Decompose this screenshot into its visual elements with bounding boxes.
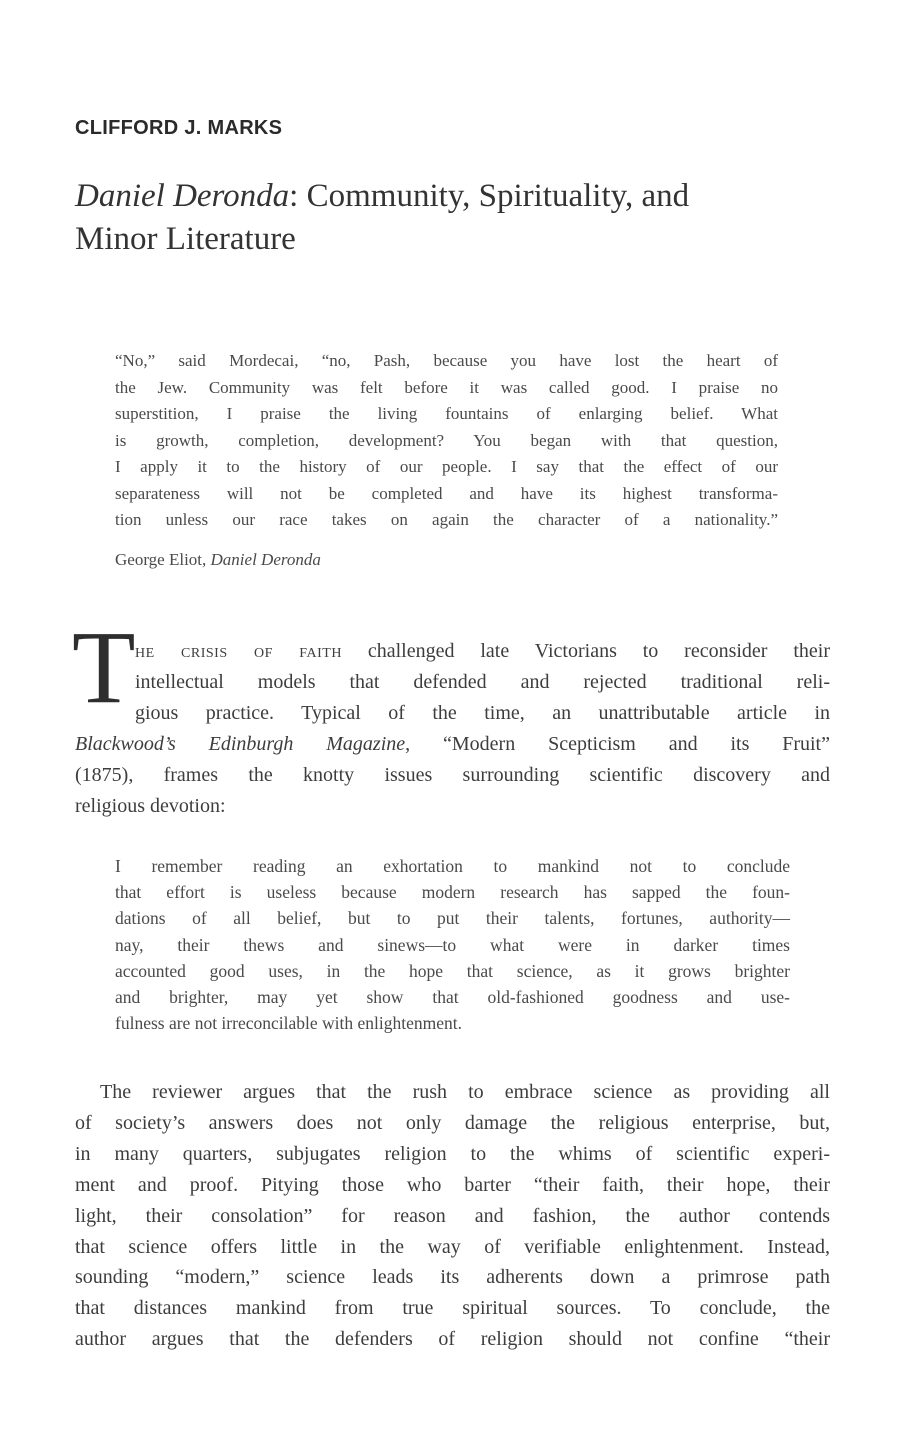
epigraph-line: “No,” said Mordecai, “no, Pash, because you have lost the heart of [115, 351, 778, 370]
text-segment: dations of all belief, but to put their talents, fortunes, authority— [115, 908, 790, 929]
text-segment: ment and proof. Pitying those who barter “their faith, their hope, their [75, 1173, 830, 1196]
epigraph-attribution [115, 550, 321, 570]
text-segment: religious devotion: [75, 795, 226, 817]
text-line [75, 1170, 830, 1201]
text-segment: nay, their thews and sinews—to what were in darker times [115, 934, 790, 955]
text-line [75, 760, 830, 791]
epigraph-line: tion unless our race takes on again the character of a nationality.” [115, 510, 778, 529]
epigraph-line: superstition, I praise the living fountains of enlarging belief. What [115, 404, 778, 423]
text-segment: sounding “modern,” science leads its adherents down a primrose path [75, 1266, 830, 1289]
text-line [115, 879, 790, 905]
text-line [75, 1262, 830, 1293]
text-segment: of society’s answers does not only damage the religious enterprise, but, [75, 1111, 830, 1134]
title-line-1 [75, 175, 835, 218]
text-line [75, 729, 830, 760]
title-italic: Daniel Deronda [75, 178, 290, 214]
text-line [135, 698, 830, 729]
text-segment: accounted good uses, in the hope that science, as it grows brighter [115, 960, 790, 981]
text-line [115, 932, 790, 958]
text-segment: that effort is useless because modern research has sapped the foun- [115, 882, 790, 903]
text-line [115, 984, 790, 1010]
text-segment: , “Modern Scepticism and its Fruit” [405, 733, 830, 755]
italic-text: Blackwood’s Edinburgh Magazine [75, 733, 406, 755]
text-segment: that science offers little in the way of verifiable enlightenment. Instead, [75, 1235, 830, 1258]
text-segment: fulness are not irreconcilable with enlightenment. [115, 1013, 462, 1034]
text-segment: gious practice. Typical of the time, an unattributable article in [135, 702, 830, 724]
text-line [100, 1077, 830, 1108]
body-paragraph-1 [75, 636, 830, 822]
text-line [75, 1232, 830, 1263]
attribution-work: Daniel Deronda [210, 550, 321, 569]
text-segment: The reviewer argues that the rush to embrace science as providing all [100, 1081, 830, 1103]
epigraph [115, 348, 778, 534]
drop-cap: T [72, 610, 136, 725]
epigraph-line: I apply it to the history of our people. I say that the effect of our [115, 457, 778, 476]
text-segment: intellectual models that defended and rejected traditional reli- [135, 671, 830, 693]
text-line [115, 1010, 790, 1036]
epigraph-line: separateness will not be completed and have its highest transforma- [115, 483, 778, 503]
text-segment: challenged late Victorians to reconsider their [341, 640, 831, 662]
text-segment: light, their consolation” for reason and fashion, the author contends [75, 1204, 830, 1227]
block-quote [115, 853, 790, 1036]
text-line [75, 1201, 830, 1232]
text-line [135, 667, 830, 698]
text-segment: (1875), frames the knotty issues surrounding scientific discovery and [75, 764, 830, 786]
attribution-author: George Eliot, [115, 550, 211, 569]
text-segment: I remember reading an exhortation to mankind not to conclude [115, 856, 790, 876]
text-line [75, 1139, 830, 1170]
body-paragraph-2 [75, 1077, 830, 1355]
epigraph-line: the Jew. Community was felt before it was called good. I praise no [115, 377, 778, 397]
text-line [75, 1293, 830, 1324]
epigraph-line: is growth, completion, development? You began with that question, [115, 430, 778, 450]
text-segment: in many quarters, subjugates religion to the whims of scientific experi- [75, 1142, 830, 1165]
text-line [75, 1324, 830, 1355]
title-line-2: Minor Literature [75, 221, 296, 257]
text-line [135, 636, 830, 667]
author-name: CLIFFORD J. MARKS [75, 117, 283, 139]
article-title [75, 175, 835, 261]
text-line [115, 958, 790, 984]
text-segment: author argues that the defenders of religion should not confine “their [75, 1328, 830, 1351]
text-segment: and brighter, may yet show that old-fashioned goodness and use- [115, 987, 790, 1008]
small-caps-text: he crisis of faith [135, 640, 342, 662]
text-segment: that distances mankind from true spiritual sources. To conclude, the [75, 1297, 830, 1320]
title-rest: : Community, Spirituality, and [289, 178, 690, 214]
text-line [75, 791, 830, 822]
text-line [75, 1108, 830, 1139]
text-line [115, 853, 790, 879]
text-line [115, 905, 790, 931]
